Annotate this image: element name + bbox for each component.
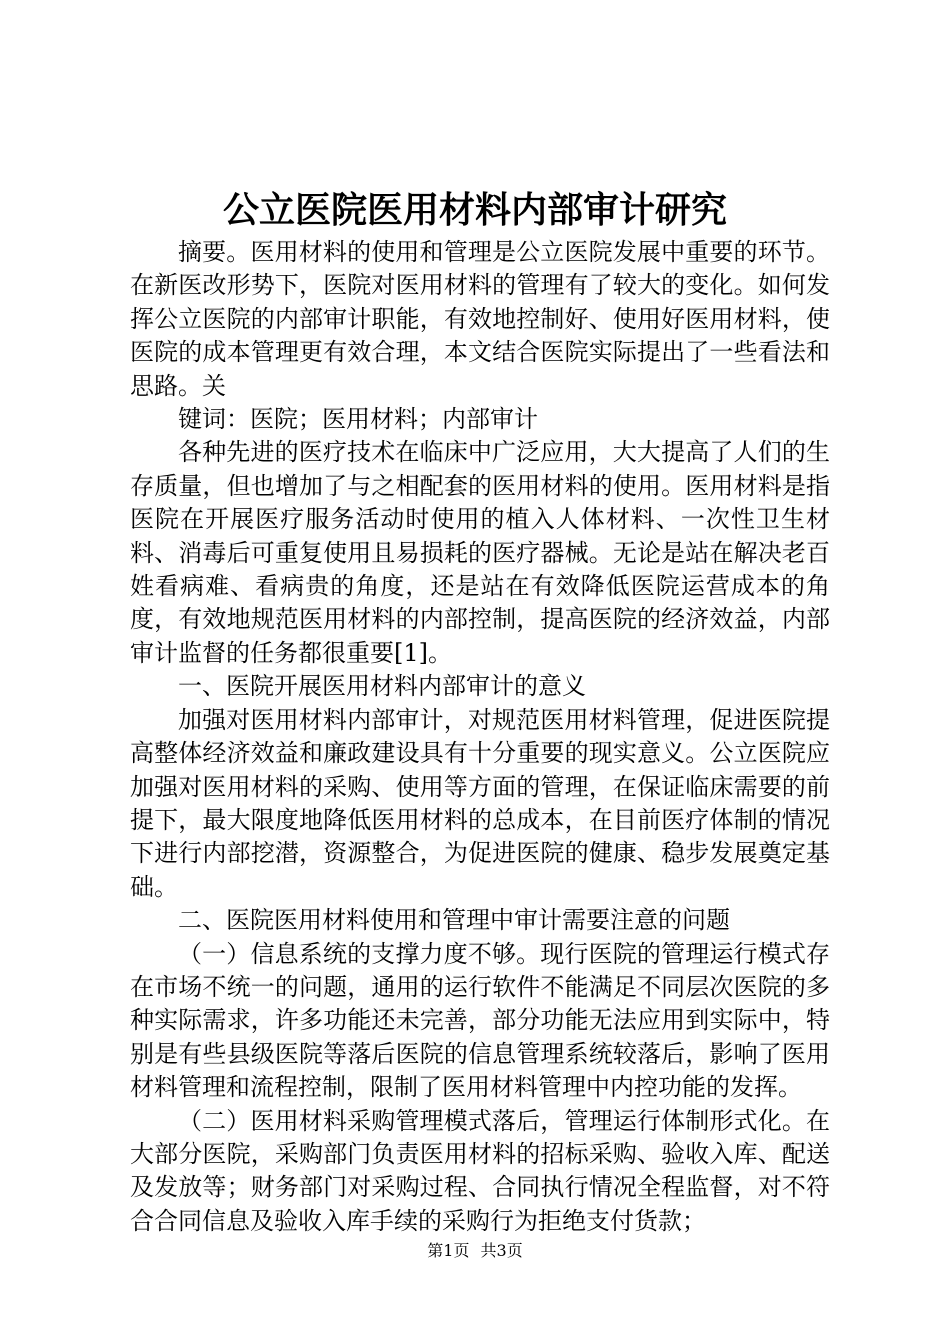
paragraph-subsection-1: （一）信息系统的支撑力度不够。现行医院的管理运行模式存在市场不统一的问题，通用的运行软件不能满足不同层次医院的多种实际需求，许多功能还未完善，部分功能无法应用到实际中，特别是有些县级医院等落后医院的信息管理系统较落后，影响了医用材料管理和流程控制，限制了医用材料管理中内控功能的发挥。 [130, 939, 830, 1102]
document-body [130, 236, 830, 1238]
paragraph-keywords: 键词：医院；医用材料；内部审计 [178, 405, 538, 434]
section-heading-2: 二、医院医用材料使用和管理中审计需要注意的问题 [178, 906, 730, 935]
document-title: 公立医院医用材料内部审计研究 [222, 189, 727, 231]
paragraph-section-1: 加强对医用材料内部审计，对规范医用材料管理，促进医院提高整体经济效益和廉政建设具有十分重要的现实意义。公立医院应加强对医用材料的采购、使用等方面的管理，在保证临床需要的前提下，最大限度地降低医用材料的总成本，在目前医疗体制的情况下进行内部挖潜，资源整合，为促进医院的健康、稳步发展奠定基础。 [130, 705, 830, 901]
section-heading-1: 一、医院开展医用材料内部审计的意义 [178, 672, 586, 701]
page-number: 第1页 [427, 1241, 470, 1260]
page-footer [0, 1240, 950, 1262]
page-total: 共3页 [480, 1241, 523, 1260]
paragraph-intro: 各种先进的医疗技术在临床中广泛应用，大大提高了人们的生存质量，但也增加了与之相配套的医用材料的使用。医用材料是指医院在开展医疗服务活动时使用的植入人体材料、一次性卫生材料、消毒后可重复使用且易损耗的医疗器械。无论是站在解决老百姓看病难、看病贵的角度，还是站在有效降低医院运营成本的角度，有效地规范医用材料的内部控制，提高医院的经济效益，内部审计监督的任务都很重要[1]。 [130, 438, 830, 667]
paragraph-subsection-2: （二）医用材料采购管理模式落后，管理运行体制形式化。在大部分医院，采购部门负责医用材料的招标采购、验收入库、配送及发放等；财务部门对采购过程、合同执行情况全程监督，对不符合合同信息及验收入库手续的采购行为拒绝支付货款； [130, 1106, 830, 1235]
paragraph-abstract: 摘要。医用材料的使用和管理是公立医院发展中重要的环节。在新医改形势下，医院对医用材料的管理有了较大的变化。如何发挥公立医院的内部审计职能，有效地控制好、使用好医用材料，使医院的成本管理更有效合理，本文结合医院实际提出了一些看法和思路。关 [130, 238, 830, 400]
